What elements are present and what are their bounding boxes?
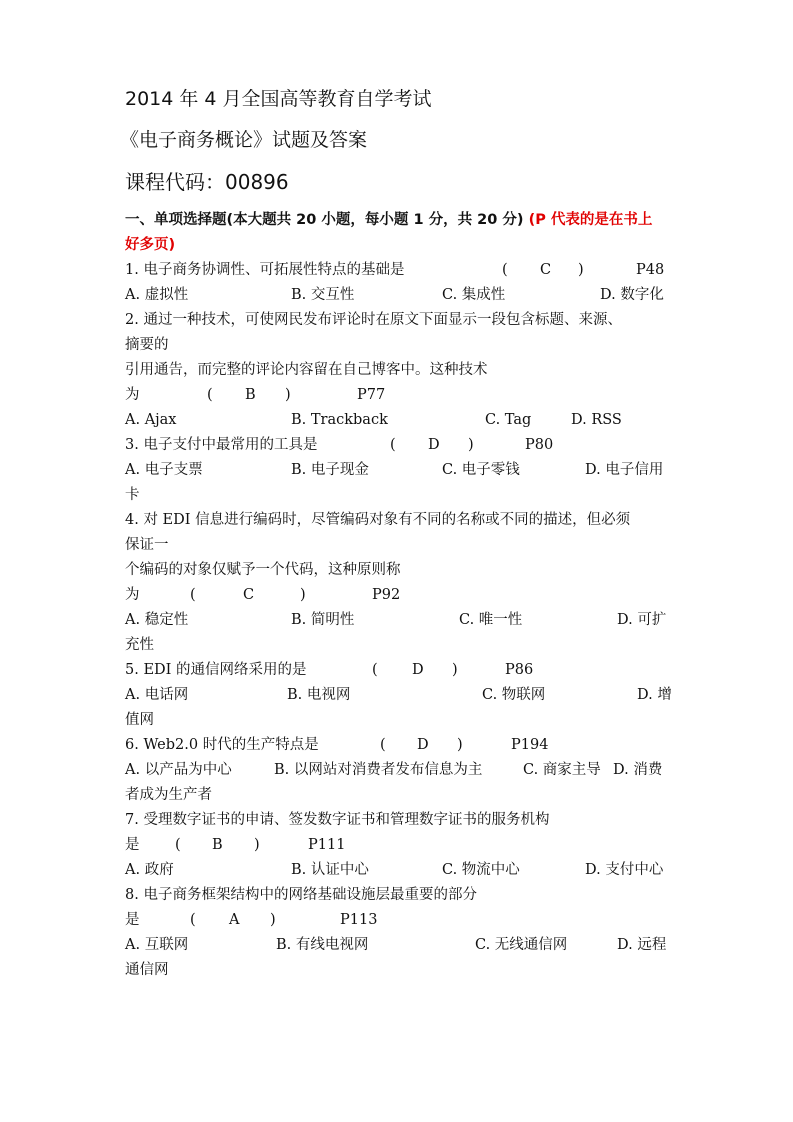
- paren-open: (: [190, 587, 196, 603]
- page-ref: P113: [340, 912, 378, 928]
- stem-tail: 为: [125, 387, 140, 403]
- page-ref: P86: [505, 662, 534, 678]
- answer: B: [212, 837, 223, 853]
- paren-open: (: [380, 737, 386, 753]
- course-title: 《电子商务概论》试题及答案: [120, 129, 368, 151]
- answer: D: [417, 737, 429, 753]
- page-ref: P80: [525, 437, 554, 453]
- option-b: B. 有线电视网: [276, 937, 369, 953]
- option-a: A. 电话网: [125, 687, 189, 703]
- option-wrap: 卡: [125, 487, 140, 503]
- option-a: A. 以产品为中心: [125, 762, 232, 778]
- question-stem: 7. 受理数字证书的申请、签发数字证书和管理数字证书的服务机构: [125, 812, 550, 828]
- answer: A: [229, 912, 240, 928]
- option-a: A. 稳定性: [125, 612, 189, 628]
- option-d: D. 可扩: [617, 612, 667, 628]
- section-heading: [125, 213, 652, 228]
- option-a: A. 政府: [125, 862, 174, 878]
- paren-close: ): [468, 437, 474, 453]
- question-stem: 2. 通过一种技术，可使网民发布评论时在原文下面显示一段包含标题、来源、: [125, 312, 622, 328]
- option-c: C. Tag: [485, 412, 532, 428]
- question-stem: 3. 电子支付中最常用的工具是: [125, 437, 318, 453]
- page-ref: P194: [511, 737, 549, 753]
- option-c: C. 物联网: [482, 687, 546, 703]
- option-a: A. Ajax: [125, 412, 177, 428]
- option-wrap: 值网: [125, 712, 154, 728]
- section-note: (P 代表的是在书上: [528, 212, 653, 228]
- option-b: B. 交互性: [291, 287, 355, 303]
- paren-open: (: [175, 837, 181, 853]
- answer: C: [540, 262, 552, 278]
- paren-open: (: [390, 437, 396, 453]
- question-stem: 6. Web2.0 时代的生产特点是: [125, 737, 319, 753]
- option-a: A. 虚拟性: [125, 287, 189, 303]
- answer: C: [243, 587, 255, 603]
- option-c: C. 无线通信网: [475, 937, 568, 953]
- paren-close: ): [300, 587, 306, 603]
- paren-open: (: [190, 912, 196, 928]
- option-b: B. 以网站对消费者发布信息为主: [274, 762, 483, 778]
- option-c: C. 商家主导: [523, 762, 601, 778]
- option-wrap: 通信网: [125, 962, 169, 978]
- section-note-continued: 好多页): [125, 237, 176, 253]
- course-code: 课程代码：00896: [125, 170, 289, 194]
- option-a: A. 电子支票: [125, 462, 203, 478]
- paren-close: ): [285, 387, 291, 403]
- paren-close: ): [578, 262, 584, 278]
- question-stem: 4. 对 EDI 信息进行编码时，尽管编码对象有不同的名称或不同的描述，但必须: [125, 512, 631, 528]
- question-stem: 个编码的对象仅赋予一个代码，这种原则称: [125, 562, 401, 578]
- question-stem: 引用通告，而完整的评论内容留在自己博客中。这种技术: [125, 362, 488, 378]
- page-ref: P111: [308, 837, 346, 853]
- question-stem: 保证一: [125, 537, 169, 553]
- page-ref: P92: [372, 587, 401, 603]
- paren-open: (: [502, 262, 508, 278]
- paren-close: ): [452, 662, 458, 678]
- stem-tail: 为: [125, 587, 140, 603]
- option-a: A. 互联网: [125, 937, 189, 953]
- option-b: B. 电视网: [287, 687, 351, 703]
- option-b: B. 简明性: [291, 612, 355, 628]
- answer: D: [412, 662, 424, 678]
- option-c: C. 集成性: [442, 287, 506, 303]
- option-wrap: 充性: [125, 637, 154, 653]
- exam-title: 2014 年 4 月全国高等教育自学考试: [125, 88, 432, 110]
- option-c: C. 电子零钱: [442, 462, 520, 478]
- answer: B: [245, 387, 256, 403]
- option-c: C. 物流中心: [442, 862, 520, 878]
- option-d: D. 消费: [613, 762, 663, 778]
- page-ref: P77: [357, 387, 386, 403]
- option-d: D. 电子信用: [585, 462, 664, 478]
- stem-tail: 是: [125, 912, 140, 928]
- question-stem: 摘要的: [125, 337, 169, 353]
- option-b: B. 电子现金: [291, 462, 369, 478]
- question-stem: 1. 电子商务协调性、可拓展性特点的基础是: [125, 262, 405, 278]
- option-wrap: 者成为生产者: [125, 787, 212, 803]
- page-ref: P48: [636, 262, 665, 278]
- answer: D: [428, 437, 440, 453]
- option-d: D. 数字化: [600, 287, 664, 303]
- question-stem: 5. EDI 的通信网络采用的是: [125, 662, 307, 678]
- paren-close: ): [254, 837, 260, 853]
- option-b: B. Trackback: [291, 412, 388, 428]
- question-stem: 8. 电子商务框架结构中的网络基础设施层最重要的部分: [125, 887, 477, 903]
- option-b: B. 认证中心: [291, 862, 369, 878]
- paren-close: ): [457, 737, 463, 753]
- paren-open: (: [372, 662, 378, 678]
- stem-tail: 是: [125, 837, 140, 853]
- option-d: D. RSS: [571, 412, 622, 428]
- option-d: D. 远程: [617, 937, 667, 953]
- option-c: C. 唯一性: [459, 612, 523, 628]
- option-d: D. 增: [637, 687, 672, 703]
- paren-close: ): [270, 912, 276, 928]
- section-heading-text: 一、单项选择题(本大题共 20 小题，每小题 1 分，共 20 分): [125, 212, 524, 228]
- paren-open: (: [207, 387, 213, 403]
- option-d: D. 支付中心: [585, 862, 664, 878]
